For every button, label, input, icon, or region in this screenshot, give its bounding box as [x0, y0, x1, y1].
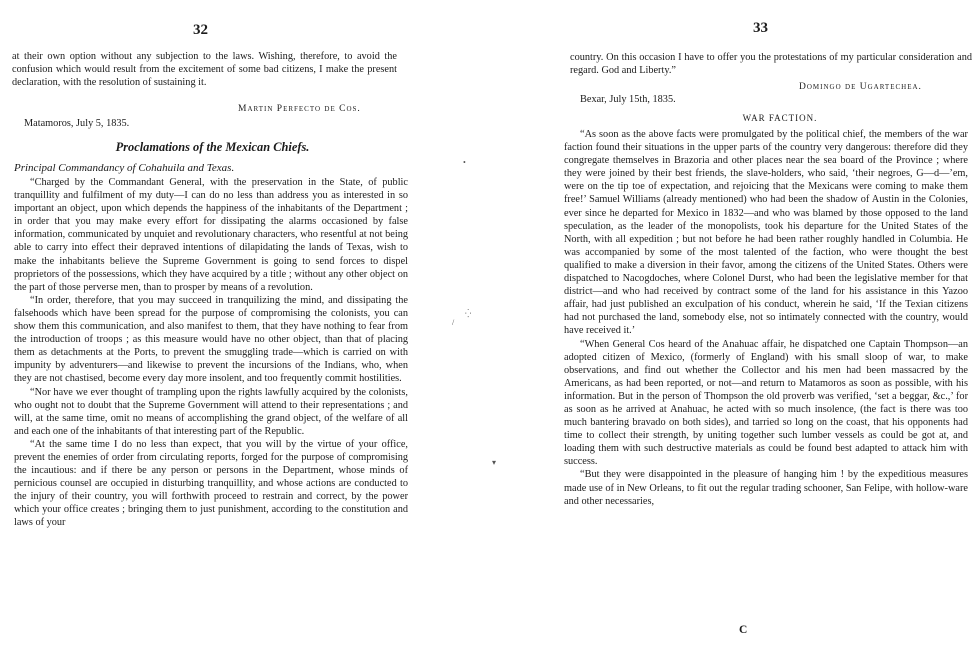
- page-number: 33: [753, 20, 768, 36]
- page-number: 32: [193, 22, 208, 38]
- signature: Martin Perfecto de Cos.: [238, 104, 361, 114]
- paragraph: “When General Cos heard of the Anahuac affair, he dispatched one Captain Thompson—an adopted citizen of Mexico, (formerly of England) with his small sloop of war, to make observations, and find out whether the Collector and his men had been massacred by the Americans, as had been reported, or not—and return to Matamoros as soon as possible, with his information. But in the person of Thompson the old proverb was verified, ‘set a beggar, &c.,’ for as soon as he arrived at Anahuac, he acted with so much insolence, (the fact is there was too much bantering bravado on both sides), and tarried so long on the coast, that his opponents had time to collect their strength, by uniting together such lumber vessels as could be got at, and loading them with such destructive materials as could be found best adapted to attack him with success.: [564, 338, 968, 468]
- section-title: Proclamations of the Mexican Chiefs.: [115, 140, 310, 154]
- body-text: [14, 176, 408, 530]
- body-text: [564, 128, 968, 508]
- opening-lines: at their own option without any subjection to the laws. Wishing, therefore, to avoid the confusion which would result from the excitement of some bad citizens, I make the present declaration, with the resolution of sustaining it.: [12, 51, 397, 89]
- subsection-title: Principal Commandancy of Cohahuila and Texas.: [14, 162, 235, 174]
- gutter-speck: /: [452, 318, 455, 327]
- gutter-speck: ⁛: [465, 309, 472, 318]
- dateline: Matamoros, July 5, 1835.: [24, 118, 130, 129]
- signature-mark: C: [739, 624, 748, 636]
- paragraph: “At the same time I do no less than expect, that you will by the virtue of your office, prevent the enemies of order from circulating reports, forged for the purpose of compromising the incautious: and if there be any person or persons in the Department, whose minds of pernicious counsel are occupied in disturbing tranquillity, and whose actions are conducted to the injury of their country, you will forthwith proceed to restrain and correct, by the power which your office creates ; bringing them to just punishment, according to the constitution and laws of your: [14, 438, 408, 529]
- paragraph: “As soon as the above facts were promulgated by the political chief, the members of the war faction found their situations in the upper parts of the country very dangerous: therefore did they congregate themselves in Brazoria and other places near the sea board of the Province ; where they were joined by their best friends, the slave-holders, who said, ‘their negroes, G—d—’em, were on the tip toe of expectation, and rejoicing that the Mexicans were coming to make them free!’ Samuel Williams (already mentioned) who had been the shadow of Austin in the Colonies, ever since he departed for Mexico in 1832—and who was blamed by those opposed to the land speculation, as the leader of the monopolists, took his departure for the United States of the North, with all expedition ; but not before he had been rather roughly handled in Columbia. He was accompanied by some of the most talented of the faction, who were thought the best qualified to make a diversion in their favor, among the citizens of the United States. Others were dispatched to Nacogdoches, where Colonel Durst, who had been the legislative member for that district—and who had received by contract some of the land for his assistance in this Yazoo affair, had just published an exculpation of his conduct, wherein he said, ‘If the Texian citizens had not purchased the land, somebody else, not so intimately connected with the country, would have received it.’: [564, 129, 968, 337]
- left-page: [0, 0, 440, 658]
- paragraph: “But they were disappointed in the pleasure of hanging him ! by the expeditious measures made use of in New Orleans, to fit out the regular trading schooner, San Felipe, with hollow-ware and other necessaries,: [564, 469, 968, 507]
- gutter-speck: ▾: [492, 458, 497, 467]
- signature: Domingo de Ugartechea.: [799, 82, 922, 92]
- paragraph: “Nor have we ever thought of trampling upon the rights lawfully acquired by the colonists, who ought not to doubt that the Supreme Government will attend to their representations ; and will, at the same time, omit no means of accomplishing the grand object, of the welfare of all and each one of the inhabitants of that interesting part of the Republic.: [14, 386, 408, 437]
- gutter-speck: •: [463, 158, 466, 167]
- dateline: Bexar, July 15th, 1835.: [580, 94, 676, 105]
- section-title: WAR FACTION.: [742, 113, 818, 123]
- paragraph: “In order, therefore, that you may succeed in tranquilizing the mind, and dissipating the falsehoods which have been spread for the purpose of compromising the colonists, you can show them this communication, and also manifest to them, that they have nothing to fear from the introduction of troops ; as this measure would have no other object, than that of placing them as detachments at the Ports, to prevent the smuggling trade—which is carried on with impunity by adventurers—and likewise to prevent the incursions of the Indians, who, when they are not chastised, become every day more insolent, and too frequently commit hostilities.: [14, 294, 408, 385]
- right-page: [540, 0, 980, 658]
- paragraph: “Charged by the Commandant General, with the preservation in the State, of public tranquillity and fulfilment of my duty—I can do no less than address you as interested in so important an object, upon which depends the happiness of the inhabitants of the Department ; in order that you may make every effort for dissipating the alarms occasioned by false information, communicated by unquiet and revolutionary characters, who resentful at not being able to carry into effect their depraved intentions of dilapidating the lands of Texas, wish to make the inhabitants believe the Supreme Government is going to send forces to dispel proprietors of the possessions, which they have acquired by a title ; without any other object on the part of those perverse men, than to prosper by means of a revolution.: [14, 177, 408, 293]
- opening-lines: country. On this occasion I have to offer you the protestations of my particular consideration and regard. God and Liberty.”: [570, 52, 972, 77]
